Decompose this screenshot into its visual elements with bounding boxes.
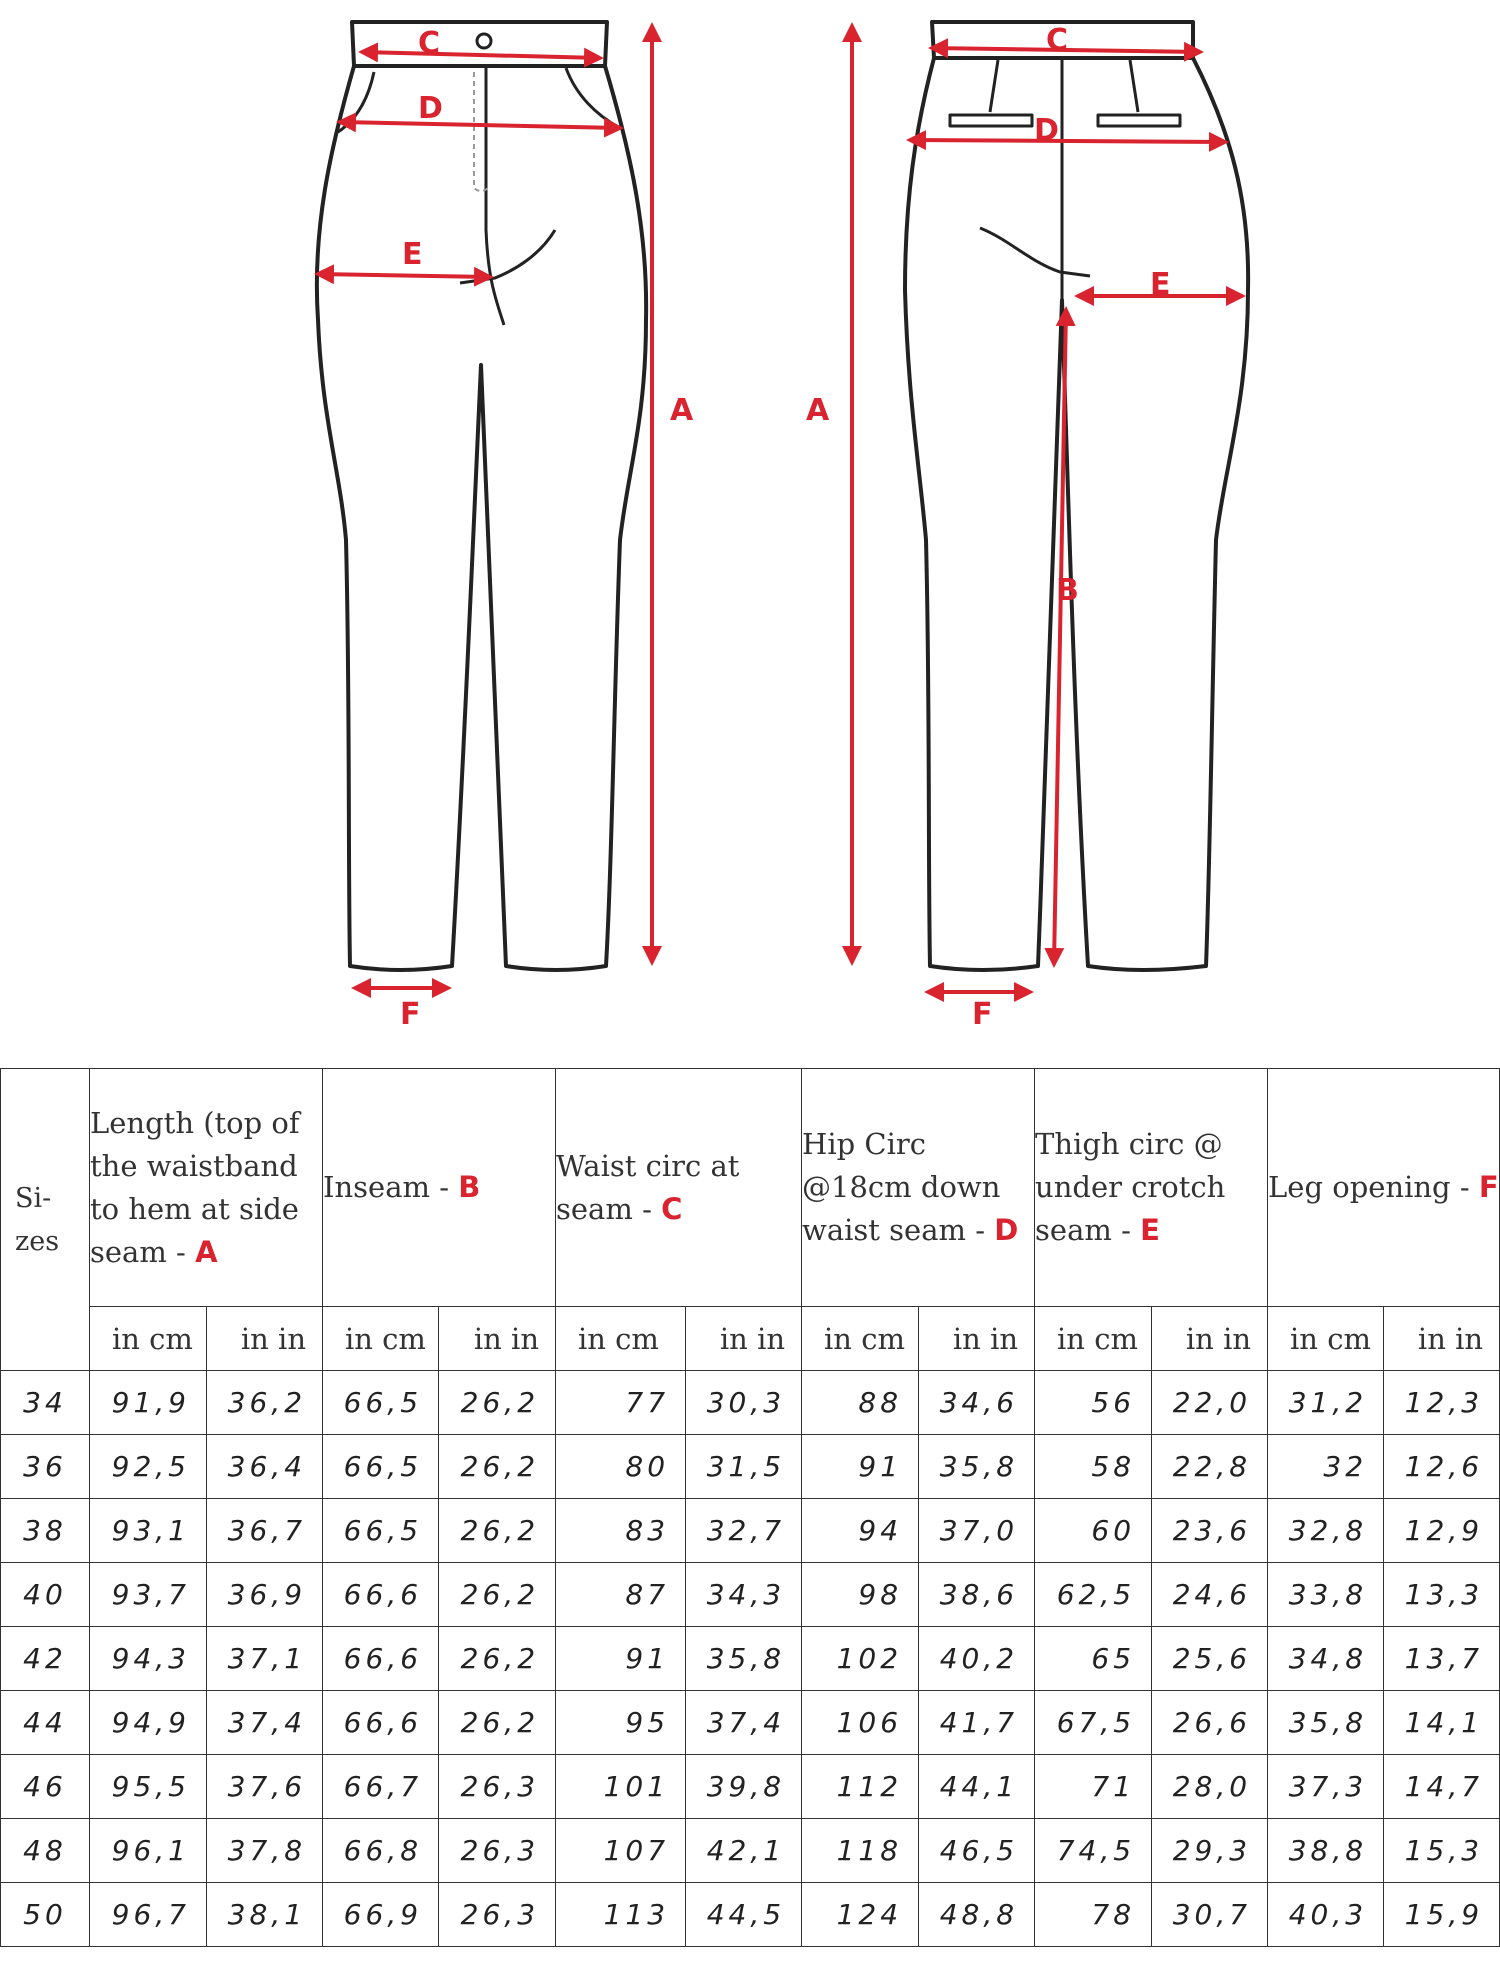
measurement-cell: 44,1 bbox=[919, 1755, 1035, 1819]
svg-text:D: D bbox=[418, 91, 443, 126]
table-row bbox=[1, 1563, 1500, 1627]
measurement-cell: 35,8 bbox=[919, 1435, 1035, 1499]
table-row bbox=[1, 1883, 1500, 1947]
measurement-cell: 12,6 bbox=[1384, 1435, 1500, 1499]
measurement-cell: 37,6 bbox=[207, 1755, 323, 1819]
measurement-cell: 112 bbox=[802, 1755, 919, 1819]
measurement-cell: 14,1 bbox=[1384, 1691, 1500, 1755]
unit-cm: in cm bbox=[1035, 1307, 1152, 1371]
measurement-cell: 78 bbox=[1035, 1883, 1152, 1947]
measurement-cell: 40,3 bbox=[1268, 1883, 1384, 1947]
table-row bbox=[1, 1499, 1500, 1563]
size-rows bbox=[1, 1371, 1500, 1947]
measurement-cell: 107 bbox=[556, 1819, 686, 1883]
measurement-cell: 93,1 bbox=[90, 1499, 207, 1563]
front-measure-labels bbox=[400, 26, 694, 1032]
measurement-cell: 83 bbox=[556, 1499, 686, 1563]
measurement-cell: 66,5 bbox=[323, 1499, 439, 1563]
size-cell: 46 bbox=[1, 1755, 90, 1819]
size-cell: 44 bbox=[1, 1691, 90, 1755]
measurement-cell: 26,2 bbox=[439, 1371, 556, 1435]
svg-text:F: F bbox=[972, 997, 993, 1032]
measurement-cell: 13,7 bbox=[1384, 1627, 1500, 1691]
measurement-cell: 93,7 bbox=[90, 1563, 207, 1627]
table-row bbox=[1, 1371, 1500, 1435]
measurement-cell: 37,1 bbox=[207, 1627, 323, 1691]
measurement-cell: 26,3 bbox=[439, 1755, 556, 1819]
measurement-cell: 56 bbox=[1035, 1371, 1152, 1435]
table-row bbox=[1, 1755, 1500, 1819]
measurement-cell: 66,6 bbox=[323, 1627, 439, 1691]
unit-in: in in bbox=[207, 1307, 323, 1371]
column-header-leg-opening: Leg opening - F bbox=[1268, 1069, 1500, 1307]
measurement-cell: 65 bbox=[1035, 1627, 1152, 1691]
measurement-cell: 66,5 bbox=[323, 1371, 439, 1435]
measurement-cell: 26,2 bbox=[439, 1435, 556, 1499]
table-row bbox=[1, 1819, 1500, 1883]
measurement-cell: 38,8 bbox=[1268, 1819, 1384, 1883]
unit-cm: in cm bbox=[802, 1307, 919, 1371]
front-pants-drawing bbox=[317, 22, 646, 970]
measurement-cell: 91,9 bbox=[90, 1371, 207, 1435]
units-row bbox=[1, 1307, 1500, 1371]
table-row bbox=[1, 1691, 1500, 1755]
measurement-cell: 29,3 bbox=[1152, 1819, 1268, 1883]
measurement-cell: 36,7 bbox=[207, 1499, 323, 1563]
measurement-cell: 40,2 bbox=[919, 1627, 1035, 1691]
back-pants-drawing bbox=[905, 22, 1248, 970]
size-cell: 36 bbox=[1, 1435, 90, 1499]
column-header-waist: Waist circ at seam - C bbox=[556, 1069, 802, 1307]
measurement-cell: 30,7 bbox=[1152, 1883, 1268, 1947]
measurement-cell: 26,2 bbox=[439, 1627, 556, 1691]
unit-cm: in cm bbox=[323, 1307, 439, 1371]
measurement-cell: 41,7 bbox=[919, 1691, 1035, 1755]
column-header-inseam: Inseam - B bbox=[323, 1069, 556, 1307]
measurement-cell: 94,3 bbox=[90, 1627, 207, 1691]
measurement-cell: 14,7 bbox=[1384, 1755, 1500, 1819]
size-cell: 42 bbox=[1, 1627, 90, 1691]
measurement-cell: 15,3 bbox=[1384, 1819, 1500, 1883]
column-header-length: Length (top of the waistband to hem at side seam - A bbox=[90, 1069, 323, 1307]
measurement-cell: 113 bbox=[556, 1883, 686, 1947]
measurement-cell: 66,9 bbox=[323, 1883, 439, 1947]
measurement-cell: 37,8 bbox=[207, 1819, 323, 1883]
measurement-cell: 96,7 bbox=[90, 1883, 207, 1947]
measurement-cell: 26,3 bbox=[439, 1883, 556, 1947]
measurement-cell: 38,6 bbox=[919, 1563, 1035, 1627]
measurement-cell: 12,3 bbox=[1384, 1371, 1500, 1435]
size-cell: 50 bbox=[1, 1883, 90, 1947]
measurement-cell: 48,8 bbox=[919, 1883, 1035, 1947]
measurement-cell: 26,2 bbox=[439, 1691, 556, 1755]
measurement-cell: 26,3 bbox=[439, 1819, 556, 1883]
svg-text:B: B bbox=[1056, 573, 1079, 608]
unit-cm: in cm bbox=[1268, 1307, 1384, 1371]
measurement-cell: 62,5 bbox=[1035, 1563, 1152, 1627]
measurement-cell: 26,2 bbox=[439, 1499, 556, 1563]
measurement-cell: 26,2 bbox=[439, 1563, 556, 1627]
measurement-cell: 44,5 bbox=[686, 1883, 802, 1947]
measurement-cell: 37,0 bbox=[919, 1499, 1035, 1563]
column-header-thigh: Thigh circ @ under crotch seam - E bbox=[1035, 1069, 1268, 1307]
measurement-cell: 96,1 bbox=[90, 1819, 207, 1883]
measurement-cell: 37,3 bbox=[1268, 1755, 1384, 1819]
unit-cm: in cm bbox=[90, 1307, 207, 1371]
measurement-cell: 36,9 bbox=[207, 1563, 323, 1627]
unit-in: in in bbox=[1152, 1307, 1268, 1371]
svg-text:A: A bbox=[806, 393, 830, 428]
measurement-cell: 31,2 bbox=[1268, 1371, 1384, 1435]
svg-text:F: F bbox=[400, 997, 421, 1032]
unit-in: in in bbox=[686, 1307, 802, 1371]
svg-text:C: C bbox=[1046, 23, 1069, 58]
svg-text:E: E bbox=[402, 237, 423, 272]
measurement-cell: 30,3 bbox=[686, 1371, 802, 1435]
unit-in: in in bbox=[439, 1307, 556, 1371]
measurement-cell: 74,5 bbox=[1035, 1819, 1152, 1883]
measurement-cell: 34,8 bbox=[1268, 1627, 1384, 1691]
size-cell: 38 bbox=[1, 1499, 90, 1563]
measurement-cell: 42,1 bbox=[686, 1819, 802, 1883]
measurement-cell: 37,4 bbox=[686, 1691, 802, 1755]
measurement-cell: 77 bbox=[556, 1371, 686, 1435]
measurement-cell: 71 bbox=[1035, 1755, 1152, 1819]
measurement-cell: 124 bbox=[802, 1883, 919, 1947]
size-cell: 48 bbox=[1, 1819, 90, 1883]
measurement-cell: 67,5 bbox=[1035, 1691, 1152, 1755]
measurement-cell: 15,9 bbox=[1384, 1883, 1500, 1947]
measurement-cell: 13,3 bbox=[1384, 1563, 1500, 1627]
measurement-cell: 95 bbox=[556, 1691, 686, 1755]
unit-cm: in cm bbox=[556, 1307, 686, 1371]
measurement-cell: 87 bbox=[556, 1563, 686, 1627]
measurement-cell: 35,8 bbox=[686, 1627, 802, 1691]
measurement-cell: 58 bbox=[1035, 1435, 1152, 1499]
measurement-cell: 101 bbox=[556, 1755, 686, 1819]
unit-in: in in bbox=[1384, 1307, 1500, 1371]
measurement-cell: 37,4 bbox=[207, 1691, 323, 1755]
measurement-cell: 23,6 bbox=[1152, 1499, 1268, 1563]
measurement-cell: 22,8 bbox=[1152, 1435, 1268, 1499]
table-header-row bbox=[1, 1069, 1500, 1307]
svg-text:C: C bbox=[418, 26, 441, 61]
measurement-cell: 32,8 bbox=[1268, 1499, 1384, 1563]
measurement-cell: 66,5 bbox=[323, 1435, 439, 1499]
measurement-cell: 95,5 bbox=[90, 1755, 207, 1819]
measurement-cell: 106 bbox=[802, 1691, 919, 1755]
measurement-cell: 66,6 bbox=[323, 1563, 439, 1627]
svg-text:E: E bbox=[1150, 267, 1171, 302]
measurement-cell: 38,1 bbox=[207, 1883, 323, 1947]
measurement-cell: 32 bbox=[1268, 1435, 1384, 1499]
unit-in: in in bbox=[919, 1307, 1035, 1371]
measurement-cell: 32,7 bbox=[686, 1499, 802, 1563]
measurement-cell: 88 bbox=[802, 1371, 919, 1435]
measurement-cell: 31,5 bbox=[686, 1435, 802, 1499]
size-cell: 40 bbox=[1, 1563, 90, 1627]
measurement-cell: 39,8 bbox=[686, 1755, 802, 1819]
size-cell: 34 bbox=[1, 1371, 90, 1435]
measurement-cell: 92,5 bbox=[90, 1435, 207, 1499]
measurement-cell: 94 bbox=[802, 1499, 919, 1563]
measurement-cell: 91 bbox=[802, 1435, 919, 1499]
table-row bbox=[1, 1627, 1500, 1691]
measurement-cell: 22,0 bbox=[1152, 1371, 1268, 1435]
measurement-cell: 98 bbox=[802, 1563, 919, 1627]
measurement-cell: 80 bbox=[556, 1435, 686, 1499]
table-row bbox=[1, 1435, 1500, 1499]
measurement-cell: 33,8 bbox=[1268, 1563, 1384, 1627]
measurement-cell: 66,8 bbox=[323, 1819, 439, 1883]
measurement-cell: 118 bbox=[802, 1819, 919, 1883]
measurement-cell: 28,0 bbox=[1152, 1755, 1268, 1819]
column-header-hip: Hip Circ @18cm down waist seam - D bbox=[802, 1069, 1035, 1307]
measurement-cell: 35,8 bbox=[1268, 1691, 1384, 1755]
measurement-cell: 25,6 bbox=[1152, 1627, 1268, 1691]
measurement-cell: 34,6 bbox=[919, 1371, 1035, 1435]
measurement-cell: 36,4 bbox=[207, 1435, 323, 1499]
measurement-cell: 60 bbox=[1035, 1499, 1152, 1563]
sizes-header: Si- zes bbox=[1, 1069, 90, 1371]
measurement-cell: 36,2 bbox=[207, 1371, 323, 1435]
measurement-cell: 24,6 bbox=[1152, 1563, 1268, 1627]
back-measure-labels bbox=[806, 23, 1171, 1032]
measurement-cell: 94,9 bbox=[90, 1691, 207, 1755]
svg-text:A: A bbox=[670, 393, 694, 428]
size-chart-table bbox=[0, 1068, 1500, 1947]
measurement-cell: 12,9 bbox=[1384, 1499, 1500, 1563]
measurement-cell: 66,6 bbox=[323, 1691, 439, 1755]
measurement-cell: 102 bbox=[802, 1627, 919, 1691]
measurement-cell: 26,6 bbox=[1152, 1691, 1268, 1755]
measurement-cell: 91 bbox=[556, 1627, 686, 1691]
measurement-cell: 34,3 bbox=[686, 1563, 802, 1627]
svg-text:D: D bbox=[1034, 113, 1059, 148]
measurement-cell: 66,7 bbox=[323, 1755, 439, 1819]
measurement-cell: 46,5 bbox=[919, 1819, 1035, 1883]
